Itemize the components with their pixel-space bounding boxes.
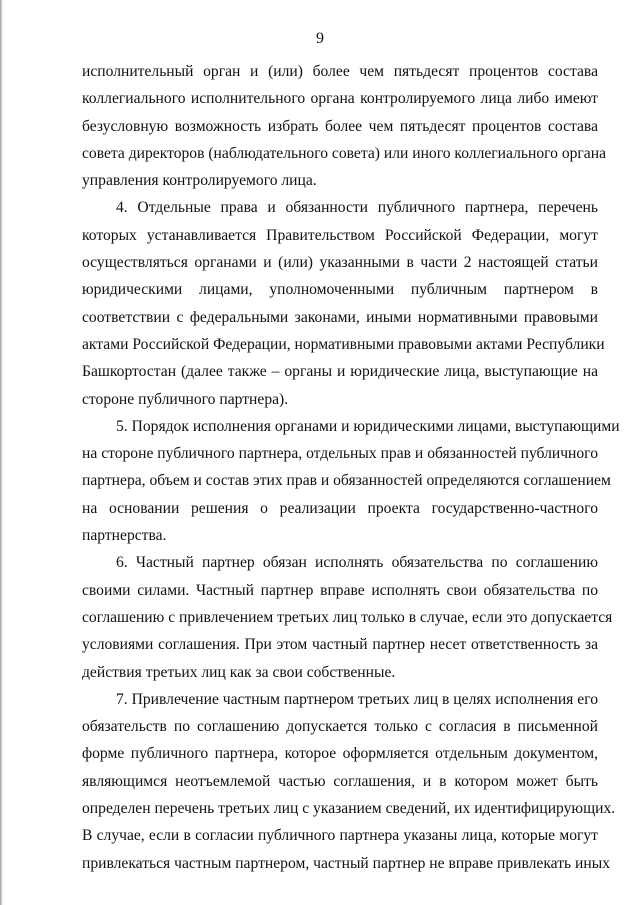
text-line: привлекаться частным партнером, частный партнер не вправе привлекать иных	[82, 854, 610, 872]
text-line: соглашению с привлечением третьих лиц только в случае, если это допускается	[82, 608, 613, 626]
text-line: действия третьих лиц как за свои собственные.	[82, 663, 396, 681]
text-line: которых устанавливается Правительством Российской Федерации, могут	[82, 226, 598, 244]
text-line: определен перечень третьих лиц с указанием сведений, их идентифицирующих.	[82, 800, 616, 818]
text-line: партнера, объем и состав этих прав и обязанностей определяются соглашением	[82, 472, 611, 490]
paragraph-7	[82, 686, 616, 877]
text-line: форме публичного партнера, которое оформляется отдельным документом,	[82, 745, 598, 763]
text-line: своими силами. Частный партнер вправе исполнять свои обязательства по	[82, 581, 598, 599]
paragraph-5	[82, 413, 620, 549]
text-line: актами Российской Федерации, нормативными правовыми актами Республики	[82, 335, 605, 353]
text-line: управления контролируемого лица.	[82, 172, 317, 190]
text-line: на стороне публичного партнера, отдельных прав и обязанностей публичного	[82, 445, 598, 463]
text-line: совета директоров (наблюдательного совета) или иного коллегиального органа	[82, 144, 606, 162]
text-line: 7. Привлечение частным партнером третьих лиц в целях исполнения его	[116, 690, 598, 708]
text-line: стороне публичного партнера).	[82, 390, 289, 408]
text-line: Башкортостан (далее также – органы и юридические лица, выступающие на	[82, 363, 598, 381]
text-line: коллегиального исполнительного органа контролируемого лица либо имеют	[82, 90, 598, 108]
text-line: 4. Отдельные права и обязанности публичного партнера, перечень	[116, 199, 598, 217]
text-line: безусловную возможность избрать более чем пятьдесят процентов состава	[82, 117, 598, 135]
scan-edge	[0, 0, 3, 905]
text-line: 5. Порядок исполнения органами и юридическими лицами, выступающими	[116, 417, 620, 435]
text-line: 6. Частный партнер обязан исполнять обязательства по соглашению	[116, 554, 598, 572]
page-number: 9	[316, 30, 324, 47]
paragraph-continuation	[82, 58, 606, 194]
text-line: условиями соглашения. При этом частный партнер несет ответственность за	[82, 636, 598, 654]
text-line: партнерства.	[82, 527, 167, 545]
text-line: исполнительный орган и (или) более чем пятьдесят процентов состава	[82, 63, 598, 80]
text-line: являющимся неотъемлемой частью соглашения, и в котором может быть	[82, 772, 598, 790]
text-line: соответствии с федеральными законами, иными нормативными правовыми	[82, 308, 598, 326]
text-line: юридическими лицами, уполномоченными публичным партнером в	[82, 281, 598, 299]
text-line: обязательств по соглашению допускается только с согласия в письменной	[82, 718, 598, 736]
paragraph-4	[82, 194, 605, 412]
document-body	[82, 58, 620, 877]
paragraph-6	[82, 549, 613, 685]
text-line: осуществляться органами и (или) указанными в части 2 настоящей статьи	[82, 254, 598, 272]
text-line: на основании решения о реализации проекта государственно-частного	[82, 499, 598, 517]
text-line: В случае, если в согласии публичного партнера указаны лица, которые могут	[82, 827, 598, 845]
